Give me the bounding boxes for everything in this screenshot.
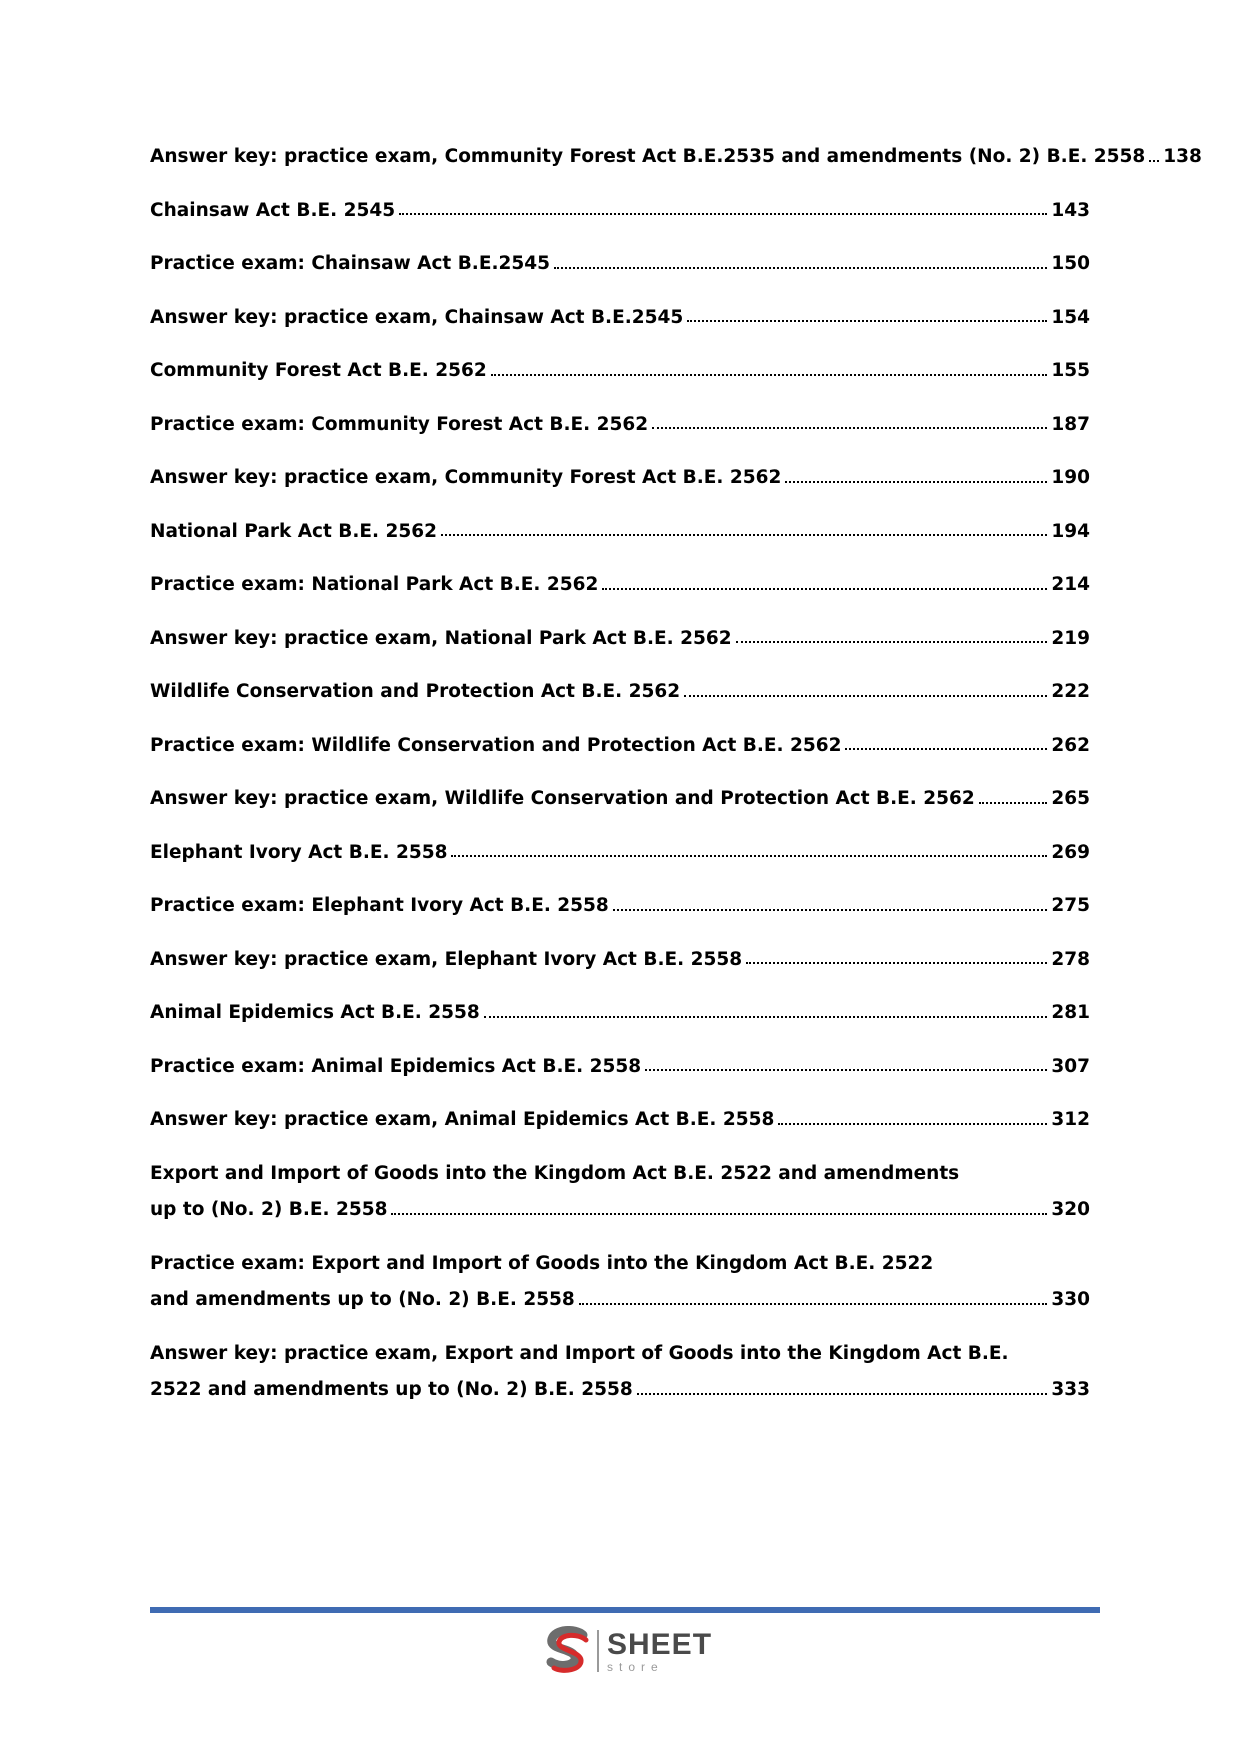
toc-entry-title: Answer key: practice exam, Animal Epidemics Act B.E. 2558 xyxy=(150,1109,775,1130)
toc-entry-title: Answer key: practice exam, Community Forest Act B.E.2535 and amendments (No. 2) B.E. 2558 xyxy=(150,146,1146,167)
table-of-contents xyxy=(150,146,1202,1400)
toc-entry-title: Chainsaw Act B.E. 2545 xyxy=(150,199,396,221)
toc-leader-dots xyxy=(736,641,1048,643)
toc-entry-title: National Park Act B.E. 2562 xyxy=(150,520,438,542)
toc-entry-title: Answer key: practice exam, Community Forest Act B.E. 2562 xyxy=(150,467,782,488)
toc-leader-dots xyxy=(746,962,1047,964)
toc-entry[interactable] xyxy=(150,362,1090,381)
toc-leader-dots xyxy=(491,374,1048,376)
toc-leader-dots xyxy=(687,320,1047,322)
toc-page-number: 281 xyxy=(1051,1002,1090,1023)
toc-leader-dots xyxy=(391,1213,1047,1215)
toc-entry-title-line2: 2522 and amendments up to (No. 2) B.E. 2558 xyxy=(150,1379,633,1400)
toc-page-number: 138 xyxy=(1163,146,1202,167)
toc-leader-dots xyxy=(684,695,1047,697)
toc-entry-title-line1: Export and Import of Goods into the Kingdom Act B.E. 2522 and amendments xyxy=(150,1162,960,1184)
toc-entry[interactable] xyxy=(150,790,1090,809)
toc-entry[interactable] xyxy=(150,897,1090,916)
toc-page-number: 194 xyxy=(1051,520,1090,542)
toc-entry-title: Animal Epidemics Act B.E. 2558 xyxy=(150,1002,480,1023)
toc-page-number: 187 xyxy=(1051,413,1090,435)
toc-leader-dots xyxy=(785,481,1047,483)
toc-leader-dots xyxy=(441,534,1047,536)
toc-page-number: 275 xyxy=(1051,895,1090,916)
toc-page-number: 312 xyxy=(1051,1109,1090,1130)
toc-entry-title-line1: Answer key: practice exam, Export and Import of Goods into the Kingdom Act B.E. xyxy=(150,1342,1009,1364)
logo-subtitle: store xyxy=(607,1659,664,1674)
toc-leader-dots xyxy=(613,909,1048,911)
toc-entry-title: Answer key: practice exam, Chainsaw Act B.E.2545 xyxy=(150,306,684,328)
toc-page-number: 154 xyxy=(1051,306,1090,328)
toc-leader-dots xyxy=(484,1016,1048,1018)
toc-page-number: 155 xyxy=(1051,360,1090,381)
toc-page-number: 150 xyxy=(1051,253,1090,274)
logo-wordmark: SHEET xyxy=(607,1627,713,1661)
toc-page-number: 265 xyxy=(1051,788,1090,809)
toc-entry-title: Practice exam: National Park Act B.E. 2562 xyxy=(150,574,599,595)
toc-entry-title: Wildlife Conservation and Protection Act B.E. 2562 xyxy=(150,681,681,702)
toc-page-number: 307 xyxy=(1051,1055,1090,1077)
toc-entry[interactable] xyxy=(150,1111,1090,1130)
toc-entry[interactable] xyxy=(150,1342,1090,1400)
toc-leader-dots xyxy=(778,1123,1047,1125)
toc-entry[interactable] xyxy=(150,1004,1090,1023)
toc-leader-dots xyxy=(979,802,1048,804)
toc-leader-dots xyxy=(1149,160,1159,162)
toc-leader-dots xyxy=(602,588,1047,590)
toc-page-number: 330 xyxy=(1051,1289,1090,1310)
toc-entry[interactable] xyxy=(150,520,1090,542)
toc-entry[interactable] xyxy=(150,576,1090,595)
logo-separator xyxy=(597,1630,599,1672)
toc-entry[interactable] xyxy=(150,734,1090,756)
toc-entry[interactable] xyxy=(150,469,1090,488)
toc-entry[interactable] xyxy=(150,1055,1090,1077)
toc-page-number: 269 xyxy=(1051,841,1090,863)
toc-page-number: 143 xyxy=(1051,199,1090,221)
toc-entry[interactable] xyxy=(150,255,1090,274)
toc-entry-title: Practice exam: Animal Epidemics Act B.E. 2558 xyxy=(150,1055,642,1077)
footer-divider xyxy=(150,1607,1100,1613)
toc-page-number: 278 xyxy=(1051,948,1090,970)
toc-entry[interactable] xyxy=(150,841,1090,863)
toc-entry-title: Answer key: practice exam, Elephant Ivory Act B.E. 2558 xyxy=(150,948,743,970)
toc-page-number: 190 xyxy=(1051,467,1090,488)
toc-entry[interactable] xyxy=(150,1252,1090,1310)
sheet-store-s-icon xyxy=(545,1626,591,1676)
toc-page-number: 214 xyxy=(1051,574,1090,595)
toc-leader-dots xyxy=(652,427,1047,429)
toc-entry-title: Elephant Ivory Act B.E. 2558 xyxy=(150,841,448,863)
toc-entry[interactable] xyxy=(150,1162,1090,1220)
toc-entry[interactable] xyxy=(150,948,1090,970)
sheet-store-logo xyxy=(545,1626,712,1676)
toc-entry-title-line2: up to (No. 2) B.E. 2558 xyxy=(150,1199,388,1220)
toc-entry[interactable] xyxy=(150,683,1090,702)
toc-page-number: 219 xyxy=(1051,627,1090,649)
toc-entry[interactable] xyxy=(150,413,1090,435)
toc-entry-title: Answer key: practice exam, Wildlife Conservation and Protection Act B.E. 2562 xyxy=(150,788,975,809)
toc-entry[interactable] xyxy=(150,146,1202,167)
toc-entry[interactable] xyxy=(150,306,1090,328)
toc-entry-title: Practice exam: Elephant Ivory Act B.E. 2558 xyxy=(150,895,609,916)
toc-leader-dots xyxy=(579,1303,1048,1305)
toc-entry-title: Answer key: practice exam, National Park Act B.E. 2562 xyxy=(150,627,732,649)
toc-entry[interactable] xyxy=(150,627,1090,649)
toc-entry-title: Practice exam: Chainsaw Act B.E.2545 xyxy=(150,253,550,274)
toc-leader-dots xyxy=(554,267,1047,269)
toc-entry-title: Practice exam: Wildlife Conservation and Protection Act B.E. 2562 xyxy=(150,734,842,756)
toc-entry-title: Community Forest Act B.E. 2562 xyxy=(150,360,487,381)
toc-leader-dots xyxy=(637,1393,1048,1395)
toc-leader-dots xyxy=(645,1069,1047,1071)
toc-entry-title-line1: Practice exam: Export and Import of Goods into the Kingdom Act B.E. 2522 xyxy=(150,1252,934,1274)
toc-entry[interactable] xyxy=(150,199,1090,221)
toc-leader-dots xyxy=(451,855,1047,857)
toc-leader-dots xyxy=(845,748,1047,750)
toc-entry-title-line2: and amendments up to (No. 2) B.E. 2558 xyxy=(150,1289,575,1310)
toc-page-number: 320 xyxy=(1051,1199,1090,1220)
toc-page-number: 222 xyxy=(1051,681,1090,702)
toc-page-number: 333 xyxy=(1051,1379,1090,1400)
toc-leader-dots xyxy=(399,213,1047,215)
toc-page-number: 262 xyxy=(1051,734,1090,756)
toc-entry-title: Practice exam: Community Forest Act B.E. 2562 xyxy=(150,413,649,435)
